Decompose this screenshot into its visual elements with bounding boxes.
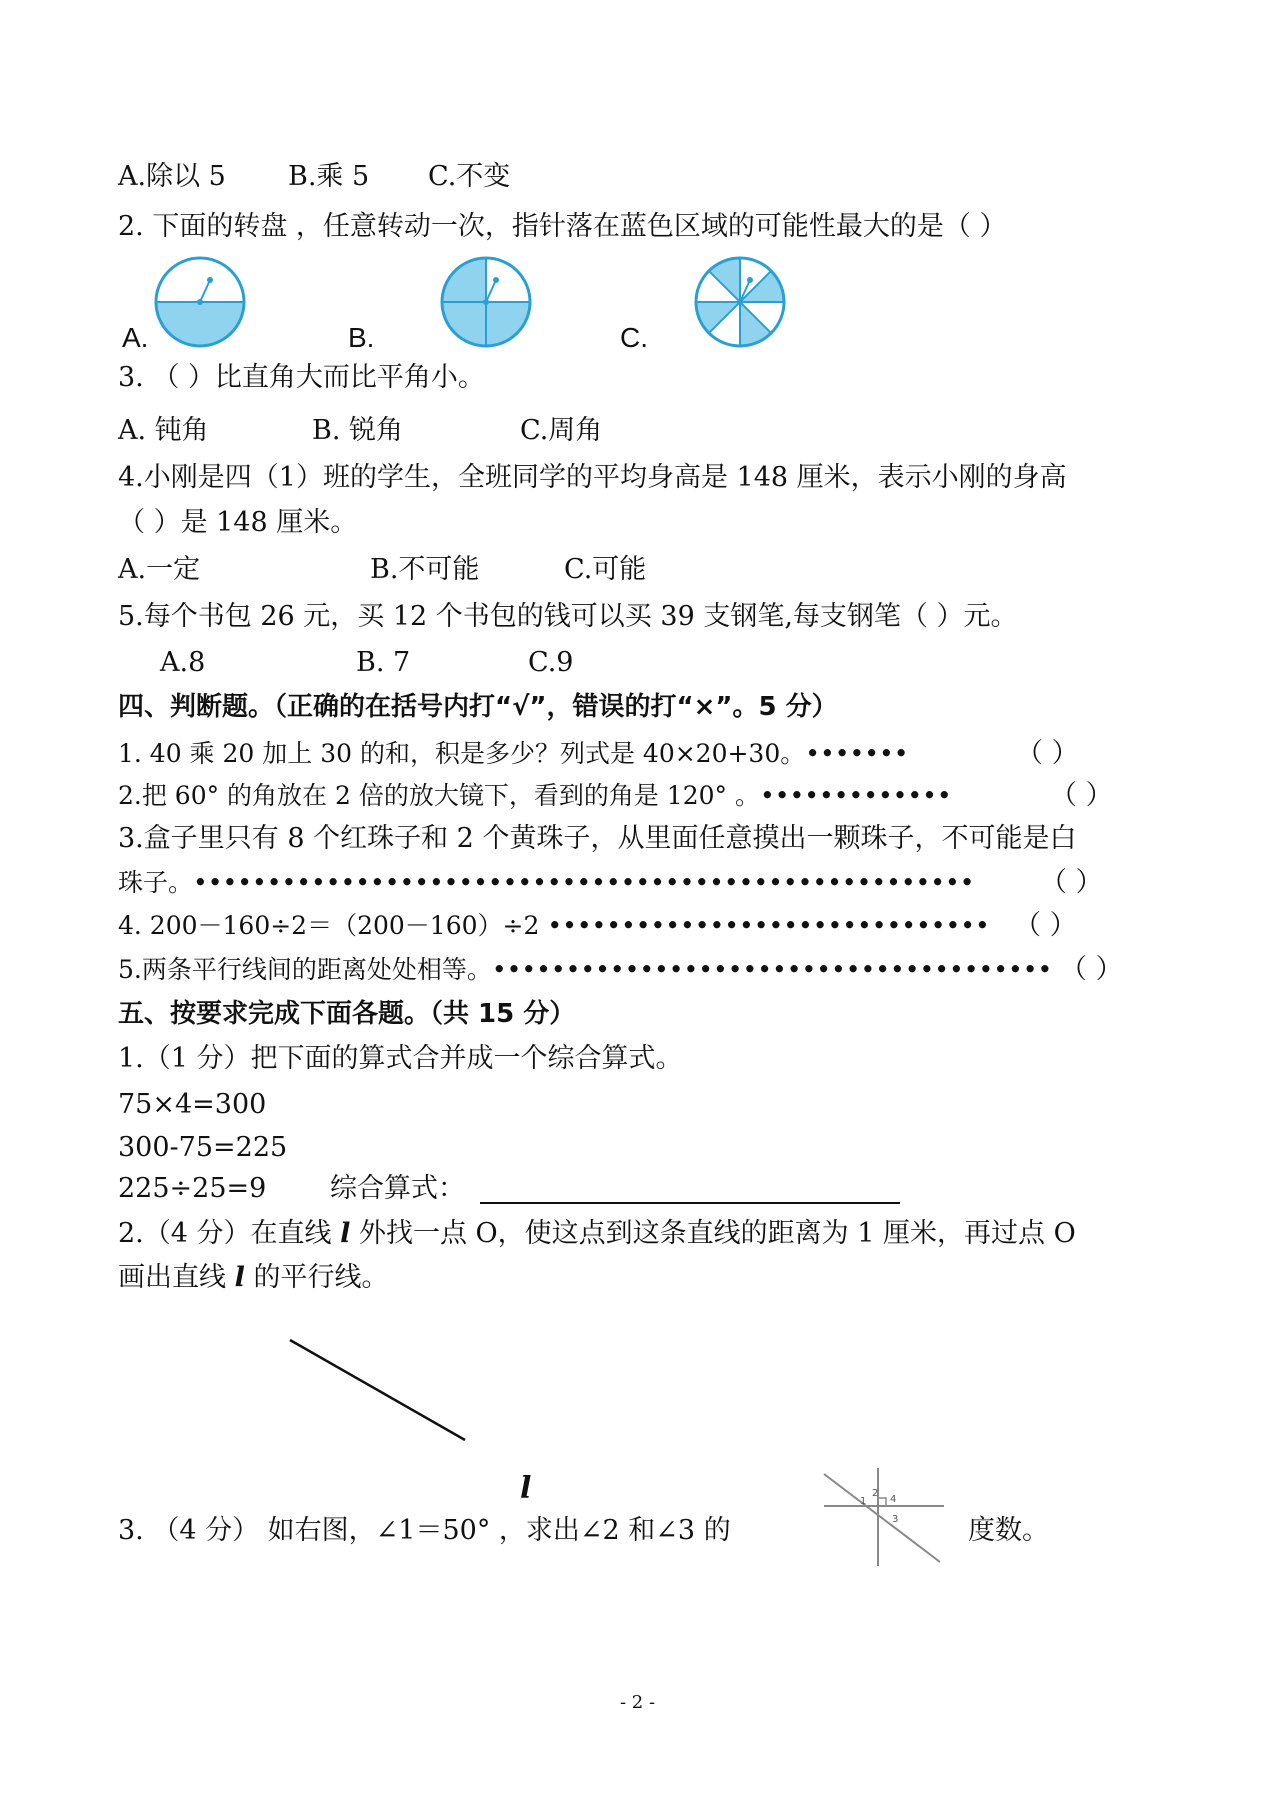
judge-item-3-paren[interactable]: （ ） xyxy=(1040,867,1103,898)
q1-option-b: B.乘 5 xyxy=(288,161,370,192)
q3-option-c: C.周角 xyxy=(520,415,603,446)
section4-title: 四、判断题。（正确的在括号内打“√”，错误的打“×”。5 分） xyxy=(118,692,838,722)
spinner-b-figure xyxy=(440,256,532,348)
q4-option-b: B.不可能 xyxy=(370,554,480,585)
angle-label-1: 1 xyxy=(860,1496,867,1507)
spinner-b-label: B. xyxy=(348,322,375,353)
angle-label-3: 3 xyxy=(892,1514,899,1525)
q1-option-c: C.不变 xyxy=(428,161,511,192)
spinner-a-label: A. xyxy=(122,322,149,353)
q5-option-c: C.9 xyxy=(528,647,574,678)
q4-line2: （ ）是 148 厘米。 xyxy=(118,507,358,538)
spinner-c-label: C. xyxy=(620,322,648,353)
q2-stem: 2. 下面的转盘 ，任意转动一次，指针落在蓝色区域的可能性最大的是（ ） xyxy=(118,211,1007,242)
q3-option-a: A. 钝角 xyxy=(118,415,209,446)
q3-stem: 3. （ ）比直角大而比平角小。 xyxy=(118,362,485,393)
page-number: - 2 - xyxy=(620,1692,656,1713)
s5-q1-stem: 1.（1 分）把下面的算式合并成一个综合算式。 xyxy=(118,1043,683,1074)
judge-item-1: 1. 40 乘 20 加上 30 的和，积是多少？列式是 40×20+30。••••••• xyxy=(118,739,909,768)
s5-q2-line2: 画出直线 l 的平行线。 xyxy=(118,1262,389,1293)
angle-label-2: 2 xyxy=(872,1488,879,1499)
q3-option-b: B. 锐角 xyxy=(312,415,404,446)
section5-title: 五、按要求完成下面各题。（共 15 分） xyxy=(118,999,576,1029)
q1-option-a: A.除以 5 xyxy=(118,161,226,192)
combined-label: 综合算式： xyxy=(330,1173,465,1204)
s5-q1-eq1: 75×4=300 xyxy=(118,1089,267,1120)
s5-q2-line1: 2.（4 分）在直线 l 外找一点 O，使这点到这条直线的距离为 1 厘米，再过点 O xyxy=(118,1218,1076,1249)
q4-option-a: A.一定 xyxy=(118,554,201,585)
s5-q1-eq3: 225÷25=9 xyxy=(118,1173,267,1204)
judge-item-2-paren[interactable]: （ ） xyxy=(1050,780,1113,811)
judge-item-3-line1: 3.盒子里只有 8 个红珠子和 2 个黄珠子，从里面任意摸出一颗珠子，不可能是白 xyxy=(118,823,1077,854)
angle-label-4: 4 xyxy=(890,1494,897,1505)
q4-option-c: C.可能 xyxy=(564,554,647,585)
s5-q1-eq2: 300-75=225 xyxy=(118,1132,288,1163)
judge-item-4-paren[interactable]: （ ） xyxy=(1014,910,1077,941)
q5-stem: 5.每个书包 26 元，买 12 个书包的钱可以买 39 支钢笔,每支钢笔（ ）元。 xyxy=(118,601,1018,632)
spinner-c-figure xyxy=(694,256,786,348)
combined-answer-blank[interactable] xyxy=(480,1176,900,1204)
q5-option-b: B. 7 xyxy=(356,647,411,678)
judge-item-3-line2: 珠子。••••••••••••••••••••••••••••••••••••••••••••••••••••• xyxy=(118,868,975,897)
judge-item-4: 4. 200－160÷2＝（200－160）÷2 •••••••••••••••••••••••••••••• xyxy=(118,911,990,940)
q4-line1: 4.小刚是四（1）班的学生，全班同学的平均身高是 148 厘米，表示小刚的身高 xyxy=(118,462,1067,493)
angle-figure xyxy=(820,1466,950,1570)
q5-option-a: A.8 xyxy=(160,647,206,678)
judge-item-1-paren[interactable]: （ ） xyxy=(1016,738,1079,769)
judge-item-5-paren[interactable]: （ ） xyxy=(1060,954,1123,985)
s5-q3-stem: 3. （4 分） 如右图，∠1＝50° ，求出∠2 和∠3 的 xyxy=(118,1515,731,1546)
line-l-figure xyxy=(280,1330,480,1450)
judge-item-2: 2.把 60° 的角放在 2 倍的放大镜下，看到的角是 120° 。••••••••••••• xyxy=(118,781,952,810)
line-l-label: l xyxy=(520,1471,532,1506)
judge-item-5: 5.两条平行线间的距离处处相等。•••••••••••••••••••••••••••••••••••••• xyxy=(118,955,1053,984)
spinner-a-figure xyxy=(154,256,246,348)
s5-q3-tail: 度数。 xyxy=(968,1515,1049,1546)
